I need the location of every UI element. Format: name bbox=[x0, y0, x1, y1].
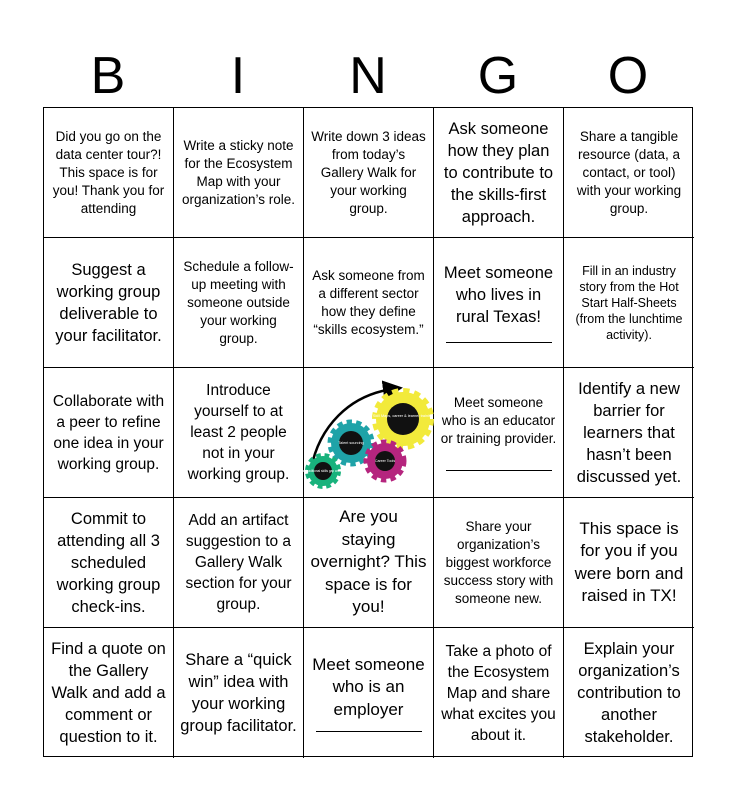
bingo-cell-10[interactable] bbox=[564, 238, 694, 368]
cell-text: Meet someone who is an educator or training provider. bbox=[440, 395, 557, 446]
bingo-cell-14[interactable] bbox=[434, 368, 564, 498]
cell-text: Add an artifact suggestion to a Gallery Walk section for your group. bbox=[185, 512, 292, 613]
gear-label-green: Non-traditional skills gap analysis bbox=[298, 468, 347, 473]
cell-text: Ask someone how they plan to contribute to the skills-first approach. bbox=[443, 119, 554, 226]
cell-text: Meet someone who lives in rural Texas! bbox=[443, 264, 554, 326]
cell-text: Are you staying overnight? This space is for you! bbox=[310, 507, 427, 617]
cell-text: Share your organization’s biggest workforce success story with someone new. bbox=[443, 518, 554, 606]
cell-text: This space is for you if you were born and raised in TX! bbox=[574, 518, 684, 605]
cell-text: Schedule a follow-up meeting with someone outside your working group. bbox=[183, 258, 294, 346]
bingo-cell-11[interactable] bbox=[44, 368, 174, 498]
gears-illustration bbox=[298, 369, 433, 497]
bingo-header bbox=[43, 44, 693, 108]
cell-text: Collaborate with a peer to refine one idea in your working group. bbox=[52, 392, 165, 473]
bingo-cell-25[interactable] bbox=[564, 628, 694, 758]
cell-text: Commit to attending all 3 scheduled working group check-ins. bbox=[56, 509, 161, 616]
bingo-cell-18[interactable] bbox=[304, 498, 434, 628]
teal-gear-icon bbox=[331, 423, 371, 463]
bingo-cell-2[interactable] bbox=[174, 108, 304, 238]
bingo-cell-4[interactable] bbox=[434, 108, 564, 238]
green-gear-icon bbox=[299, 456, 347, 486]
gear-label-yellow: Skill Maps, career & learner training bbox=[372, 413, 433, 418]
bingo-cell-22[interactable] bbox=[174, 628, 304, 758]
cell-text: Meet someone who is an employer bbox=[312, 654, 425, 719]
cell-text: Did you go on the data center tour?! This space is for you! Thank you for attending bbox=[52, 128, 165, 216]
bingo-cell-23[interactable] bbox=[304, 628, 434, 758]
header-letter-i: I bbox=[230, 47, 246, 105]
cell-text: Find a quote on the Gallery Walk and add a comment or question to it. bbox=[51, 640, 166, 746]
bingo-cell-13-free-space[interactable] bbox=[298, 368, 434, 498]
cell-text: Write a sticky note for the Ecosystem Map with your organization’s role. bbox=[181, 137, 296, 207]
header-letter-n: N bbox=[349, 47, 387, 105]
cell-text: Share a “quick win” idea with your working group facilitator. bbox=[180, 651, 297, 735]
bingo-cell-8[interactable] bbox=[304, 238, 434, 368]
bingo-cell-19[interactable] bbox=[434, 498, 564, 628]
bingo-cell-12[interactable] bbox=[174, 368, 304, 498]
bingo-cell-3[interactable] bbox=[304, 108, 434, 238]
header-letter-o: O bbox=[607, 47, 649, 105]
gear-label-magenta: Career Tools bbox=[374, 458, 395, 463]
header-letter-b: B bbox=[90, 47, 126, 105]
signature-line bbox=[446, 342, 552, 343]
gear-label-teal: Talent sourcing bbox=[337, 440, 364, 445]
cell-text: Take a photo of the Ecosystem Map and share what excites you about it. bbox=[441, 642, 556, 744]
bingo-cell-1[interactable] bbox=[44, 108, 174, 238]
bingo-cell-9[interactable] bbox=[434, 238, 564, 368]
cell-text: Suggest a working group deliverable to your facilitator. bbox=[55, 260, 162, 345]
cell-text: Introduce yourself to at least 2 people not in your working group. bbox=[187, 382, 290, 483]
bingo-cell-15[interactable] bbox=[564, 368, 694, 498]
cell-text: Identify a new barrier for learners that hasn’t been discussed yet. bbox=[576, 379, 682, 486]
bingo-cell-7[interactable] bbox=[174, 238, 304, 368]
bingo-cell-17[interactable] bbox=[174, 498, 304, 628]
bingo-cell-24[interactable] bbox=[434, 628, 564, 758]
header-letter-g: G bbox=[477, 47, 519, 105]
bingo-cell-6[interactable] bbox=[44, 238, 174, 368]
cell-text: Fill in an industry story from the Hot Start Half-Sheets (from the lunchtime activity). bbox=[575, 263, 683, 342]
signature-line bbox=[316, 731, 422, 732]
bingo-cell-5[interactable] bbox=[564, 108, 694, 238]
bingo-grid bbox=[43, 107, 693, 757]
bingo-cell-20[interactable] bbox=[564, 498, 694, 628]
bingo-cell-16[interactable] bbox=[44, 498, 174, 628]
cell-text: Write down 3 ideas from today’s Gallery Walk for your working group. bbox=[311, 128, 426, 216]
magenta-gear-icon bbox=[367, 443, 403, 479]
cell-text: Ask someone from a different sector how they define “skills ecosystem.” bbox=[312, 267, 425, 337]
signature-line bbox=[446, 470, 552, 471]
bingo-cell-21[interactable] bbox=[44, 628, 174, 758]
yellow-gear-icon bbox=[372, 392, 432, 446]
cell-text: Explain your organization’s contribution to another stakeholder. bbox=[577, 640, 681, 746]
cell-text: Share a tangible resource (data, a contact, or tool) with your working group. bbox=[576, 128, 682, 216]
